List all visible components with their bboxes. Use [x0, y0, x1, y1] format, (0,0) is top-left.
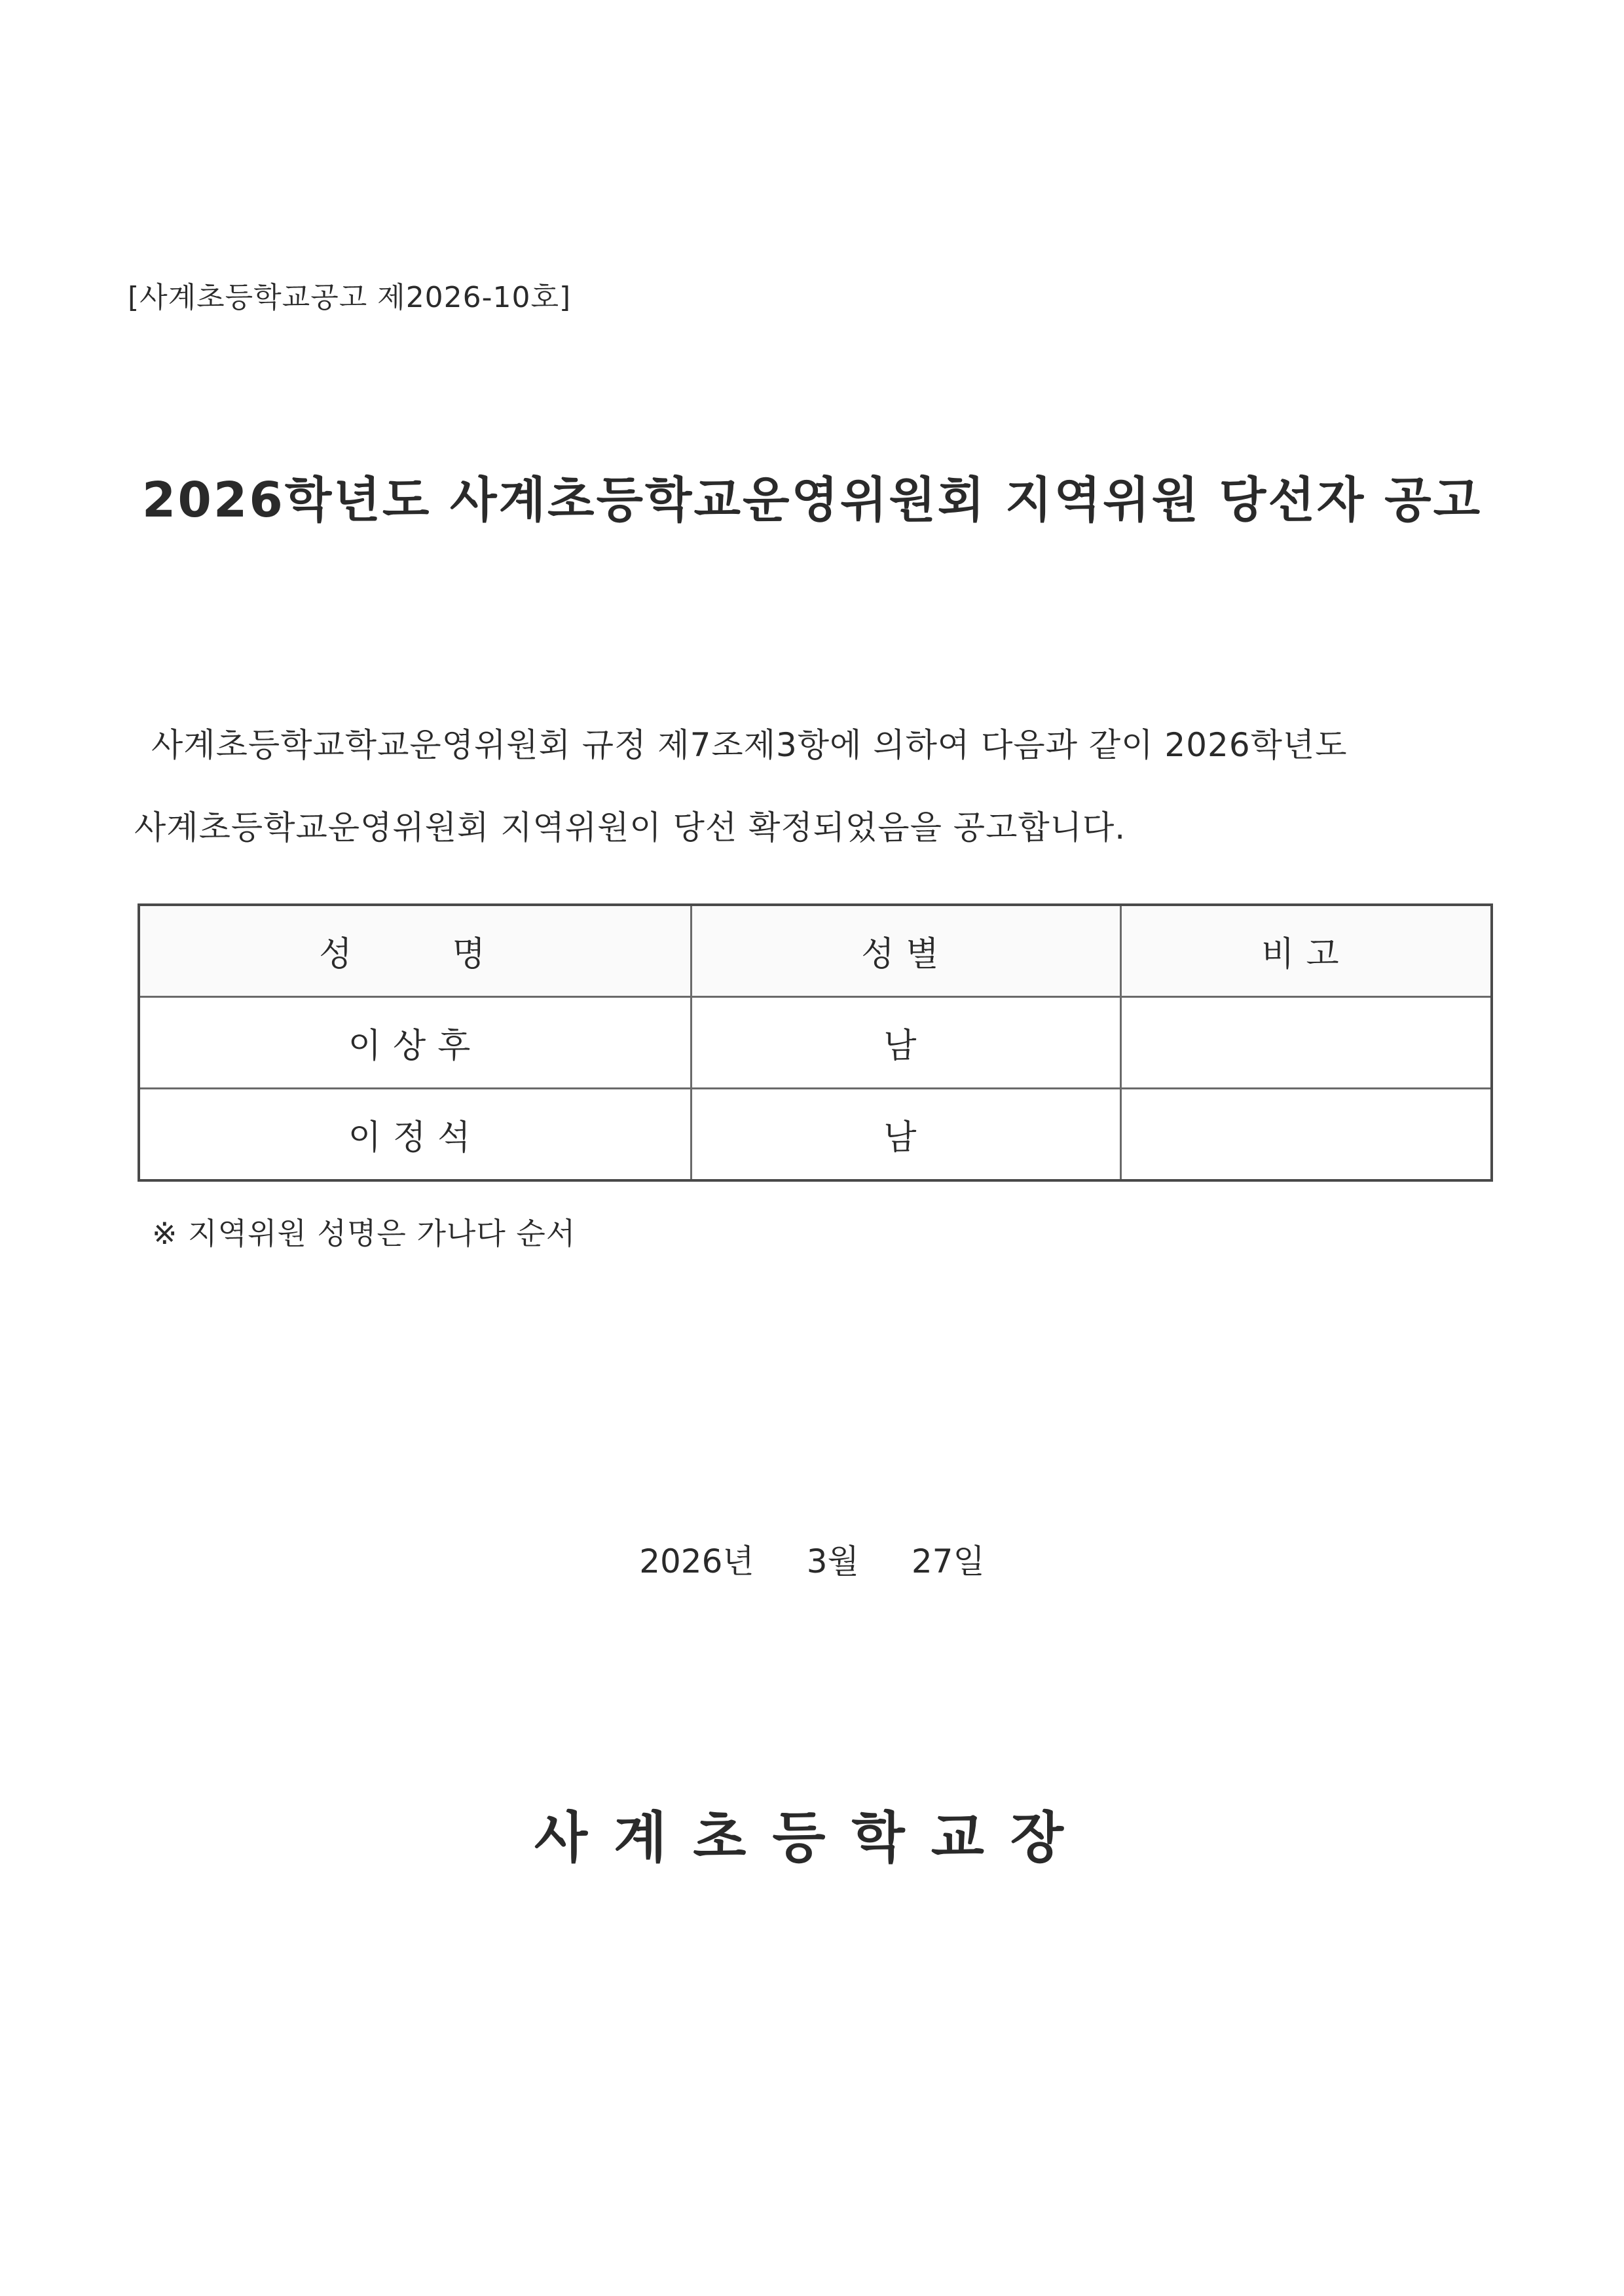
date-month: 3월 — [806, 1542, 859, 1580]
body-line-2: 사계초등학교운영위원회 지역위원이 당선 확정되었음을 공고합니다. — [134, 809, 1126, 847]
table-row — [139, 997, 1492, 1089]
table-row — [139, 1089, 1492, 1181]
table-footnote: ※ 지역위원 성명은 가나다 순서 — [152, 1216, 576, 1251]
header-note: 비고 — [1120, 905, 1492, 997]
cell-note — [1120, 1089, 1492, 1181]
cell-name: 이상후 — [139, 997, 692, 1089]
cell-gender: 남 — [692, 1089, 1121, 1181]
document-date — [0, 1535, 1624, 1582]
issuer-name: 사계초등학교장 — [534, 1806, 1090, 1870]
table-header-row — [139, 905, 1492, 997]
cell-name: 이정석 — [139, 1089, 692, 1181]
cell-note — [1120, 997, 1492, 1089]
date-day: 27일 — [911, 1542, 985, 1580]
body-paragraph — [134, 704, 1496, 869]
document-title: 2026학년도 사계초등학교운영위원회 지역위원 당선자 공고 — [141, 472, 1483, 528]
cell-gender: 남 — [692, 997, 1121, 1089]
header-gender: 성별 — [692, 905, 1121, 997]
body-line-1: 사계초등학교학교운영위원회 규정 제7조제3항에 의하여 다음과 같이 2026학년도 — [151, 726, 1348, 764]
notice-number: [사계초등학교공고 제2026-10호] — [128, 281, 572, 314]
date-year: 2026년 — [639, 1542, 754, 1580]
header-name: 성 명 — [139, 905, 692, 997]
elected-members-table — [138, 903, 1493, 1182]
